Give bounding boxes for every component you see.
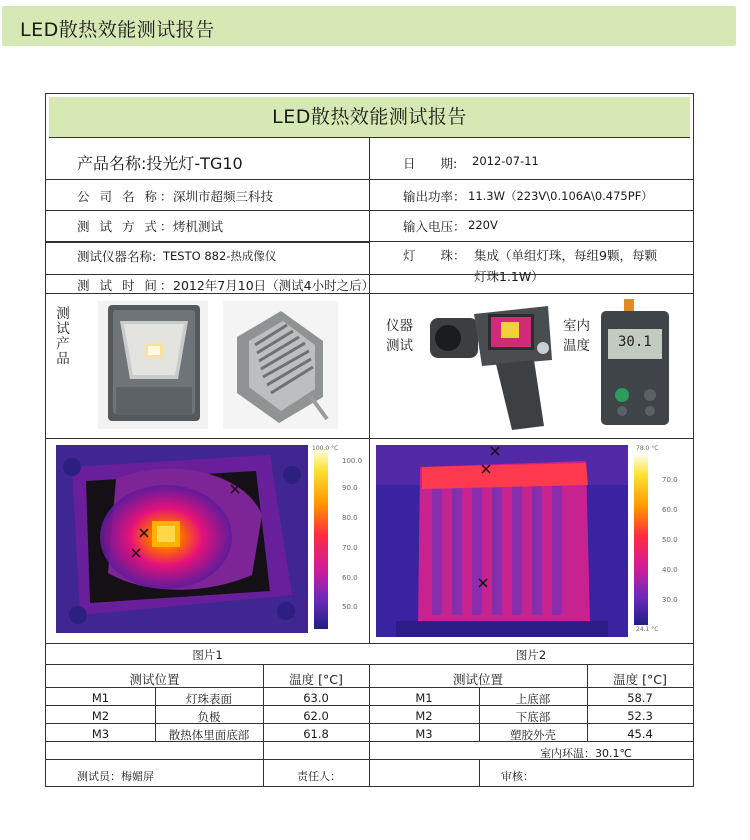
thermal-scale-1 [312, 445, 364, 635]
scale-gradient [314, 449, 328, 629]
power-label: 输出功率： [403, 189, 466, 204]
bead-value-1: 集成（单组灯珠，每组9颗，每颗 [474, 248, 657, 263]
table1-header-temp: 温度 [°C] [289, 672, 343, 687]
time-label: 测 试 时 间： [77, 278, 176, 293]
table1-row-temp: 61.8 [303, 727, 329, 741]
thermal-image-2 [376, 445, 628, 637]
divider [46, 741, 693, 742]
scale-bottom-label: 24.1 °C [636, 626, 659, 633]
room-temp-photo-label-1: 室内 [563, 318, 590, 334]
divider [46, 643, 693, 644]
divider [369, 138, 370, 293]
divider [369, 293, 370, 438]
footer-responsible: 责任人： [297, 770, 341, 783]
table2-row-id: M2 [415, 709, 433, 723]
scale-tick: 60.0 [342, 574, 358, 582]
caption-pic1: 图片1 [192, 648, 223, 662]
table1-row-temp: 62.0 [303, 709, 329, 723]
scale-tick: 90.0 [342, 484, 358, 492]
footer-review: 审核： [501, 770, 534, 783]
instrument-label: 测试仪器名称: [77, 249, 157, 264]
product-photo-label: 测试产品 [56, 306, 70, 367]
scale-gradient [634, 455, 648, 625]
table2-row-name: 上底部 [515, 692, 551, 706]
scale-tick: 100.0 [342, 457, 363, 465]
footer-tester: 测试员：梅媚屏 [77, 770, 154, 783]
flood-light-front-photo [98, 301, 208, 429]
table2-header-temp: 温度 [°C] [613, 672, 667, 687]
table1-row-id: M1 [91, 691, 110, 705]
table2-header-position: 测试位置 [452, 672, 503, 687]
scale-tick: 50.0 [662, 536, 678, 544]
table1-row-name: 散热体里面底部 [168, 728, 250, 742]
thermal-image-1 [56, 445, 308, 633]
date-label: 日 期: [403, 156, 458, 171]
page-title: LED散热效能测试报告 [20, 19, 215, 41]
scale-tick: 40.0 [662, 566, 678, 574]
company-label: 公 司 名 称： [77, 189, 176, 204]
scale-tick: 70.0 [342, 544, 358, 552]
table2-row-name: 塑胶外壳 [510, 728, 556, 742]
table1-row-name: 负极 [197, 710, 221, 724]
room-temp-photo-label-2: 温度 [563, 338, 590, 354]
product-name: 产品名称:投光灯-TG10 [77, 154, 243, 173]
scale-top-label: 78.0 °C [636, 445, 659, 452]
divider [46, 723, 693, 724]
bead-label: 灯 珠： [403, 248, 466, 263]
thermometer-reading: 30.1 [618, 334, 652, 350]
method-label: 测 试 方 式： [77, 219, 176, 234]
table2-row-temp: 52.3 [627, 709, 653, 723]
instrument-photo-label-1: 仪器 [386, 318, 413, 334]
flood-light-rear-photo [223, 301, 338, 429]
report-title: LED散热效能测试报告 [272, 106, 467, 128]
table1-row-id: M3 [91, 727, 110, 741]
thermal-camera-photo [426, 298, 556, 432]
power-value: 11.3W（223V\0.106A\0.475PF） [468, 189, 653, 203]
thermometer-photo [598, 299, 672, 427]
voltage-label: 输入电压： [403, 219, 466, 234]
room-temperature-note: 室内环温：30.1℃ [540, 747, 632, 760]
company-value: 深圳市超频三科技 [173, 189, 274, 204]
report-sheet [45, 93, 694, 787]
date-value: 2012-07-11 [472, 154, 539, 168]
divider [46, 705, 693, 706]
scale-tick: 30.0 [662, 596, 678, 604]
divider [479, 759, 480, 786]
caption-pic2: 图片2 [515, 648, 547, 662]
voltage-value: 220V [468, 218, 498, 232]
thermal-scale-2 [632, 445, 690, 637]
report-title-bar [49, 97, 690, 138]
divider [369, 438, 370, 643]
instrument-value: TESTO 882-热成像仪 [163, 249, 277, 263]
scale-tick: 80.0 [342, 514, 358, 522]
table2-row-id: M3 [415, 727, 433, 741]
table1-row-id: M2 [91, 709, 110, 723]
table2-row-temp: 58.7 [627, 691, 653, 705]
table1-header-position: 测试位置 [129, 672, 180, 687]
scale-tick: 50.0 [342, 603, 358, 611]
instrument-photo-label-2: 测试 [386, 338, 413, 354]
table1-row-name: 灯珠表面 [186, 692, 232, 706]
table2-row-name: 下底部 [515, 710, 551, 724]
table2-row-id: M1 [415, 691, 433, 705]
top-banner [2, 6, 736, 46]
bead-value-2: 灯珠1.1W） [474, 269, 544, 284]
table1-row-temp: 63.0 [303, 691, 329, 705]
scale-tick: 70.0 [662, 476, 678, 484]
scale-tick: 60.0 [662, 506, 678, 514]
time-value: 2012年7月10日（测试4小时之后） [173, 278, 375, 293]
method-value: 烤机测试 [173, 219, 224, 234]
divider [263, 759, 264, 786]
scale-top-label: 100.0 °C [312, 445, 339, 452]
divider [46, 242, 369, 243]
table2-row-temp: 45.4 [627, 727, 653, 741]
